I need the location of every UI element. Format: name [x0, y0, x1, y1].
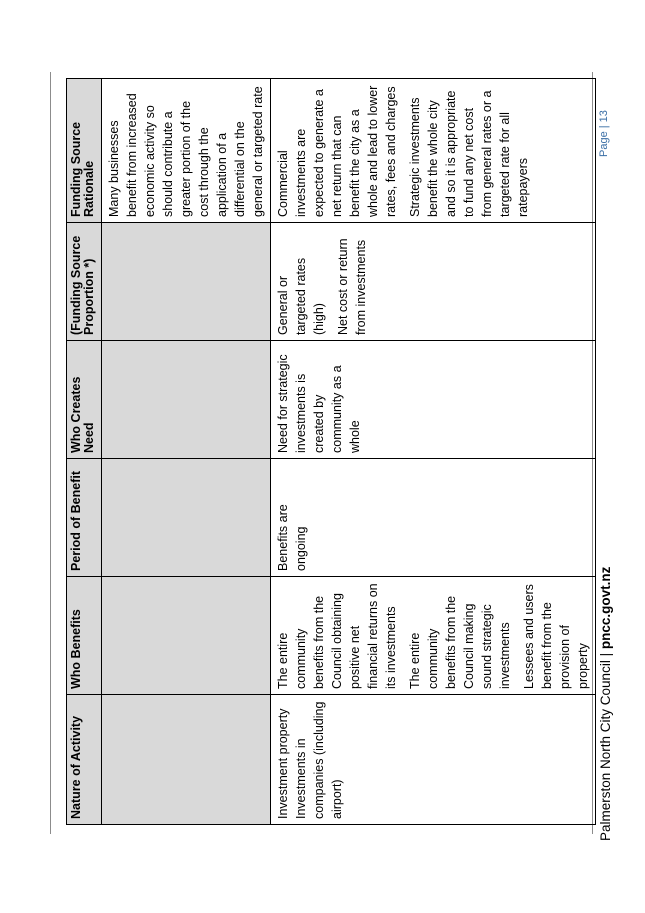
- footer-council: [598, 567, 613, 841]
- header-who-benefits: Who Benefits: [67, 577, 102, 695]
- row2-proportion-2: Net cost or return from investments: [336, 238, 368, 335]
- row2-rationale-cell: [271, 79, 596, 223]
- row2-period-cell: [271, 459, 596, 577]
- table-row: [102, 79, 271, 825]
- header-funding-source-proportion: (Funding Source Proportion *): [67, 223, 102, 341]
- row2-rationale-1: Commercial investments are expected to generate a net return that can benefit the city as a whole and lead to lower rates, fees and charges: [276, 85, 398, 217]
- page-number: Page | 13: [598, 110, 610, 157]
- footer-website: pncc.govt.nz: [598, 566, 613, 650]
- row2-proportion-1: General or targeted rates (high): [276, 257, 326, 335]
- row2-who-benefits-3: Lessees and users benefit from the provision of property: [522, 584, 590, 689]
- row2-who-benefits-2: The entire community benefits from the Council making sound strategic investments: [408, 595, 512, 689]
- row2-rationale-2: Strategic investments benefit the whole city and so it is appropriate to fund any net cost from general rates or a targeted rate for all ratepayers: [408, 90, 530, 217]
- row1-activity-cell: [102, 695, 271, 825]
- funding-table: [66, 78, 596, 825]
- row1-period-cell: [102, 459, 271, 577]
- row2-who-benefits-cell: [271, 577, 596, 695]
- row1-rationale-text: Many businesses benefit from increased economic activity so should contribute a greater portion of the cost through the application of a differential on the general or targeted rate: [107, 86, 265, 217]
- header-period-of-benefit: Period of Benefit: [67, 459, 102, 577]
- row2-activity-cell: [271, 695, 596, 825]
- row1-who-benefits-cell: [102, 577, 271, 695]
- table-row: [271, 79, 596, 825]
- header-funding-source-rationale: Funding Source Rationale: [67, 79, 102, 223]
- row2-who-benefits-1: The entire community benefits from the Council obtaining positive net financial returns on its investments: [276, 583, 398, 689]
- row2-need-cell: [271, 341, 596, 459]
- row1-proportion-cell: [102, 223, 271, 341]
- table-header-row: [67, 79, 102, 825]
- row2-period-text: Benefits are ongoing: [276, 504, 308, 571]
- row2-proportion-cell: [271, 223, 596, 341]
- row2-activity-text: Investment property Investments in companies (including airport): [276, 701, 344, 819]
- header-nature-of-activity: Nature of Activity: [67, 695, 102, 825]
- row1-need-cell: [102, 341, 271, 459]
- row2-need-text: Need for strategic investments is created by community as a whole: [276, 354, 362, 453]
- footer-council-name: Palmerston North City Council |: [598, 649, 613, 841]
- header-who-creates-need: Who Creates Need: [67, 341, 102, 459]
- row1-rationale-cell: [102, 79, 271, 223]
